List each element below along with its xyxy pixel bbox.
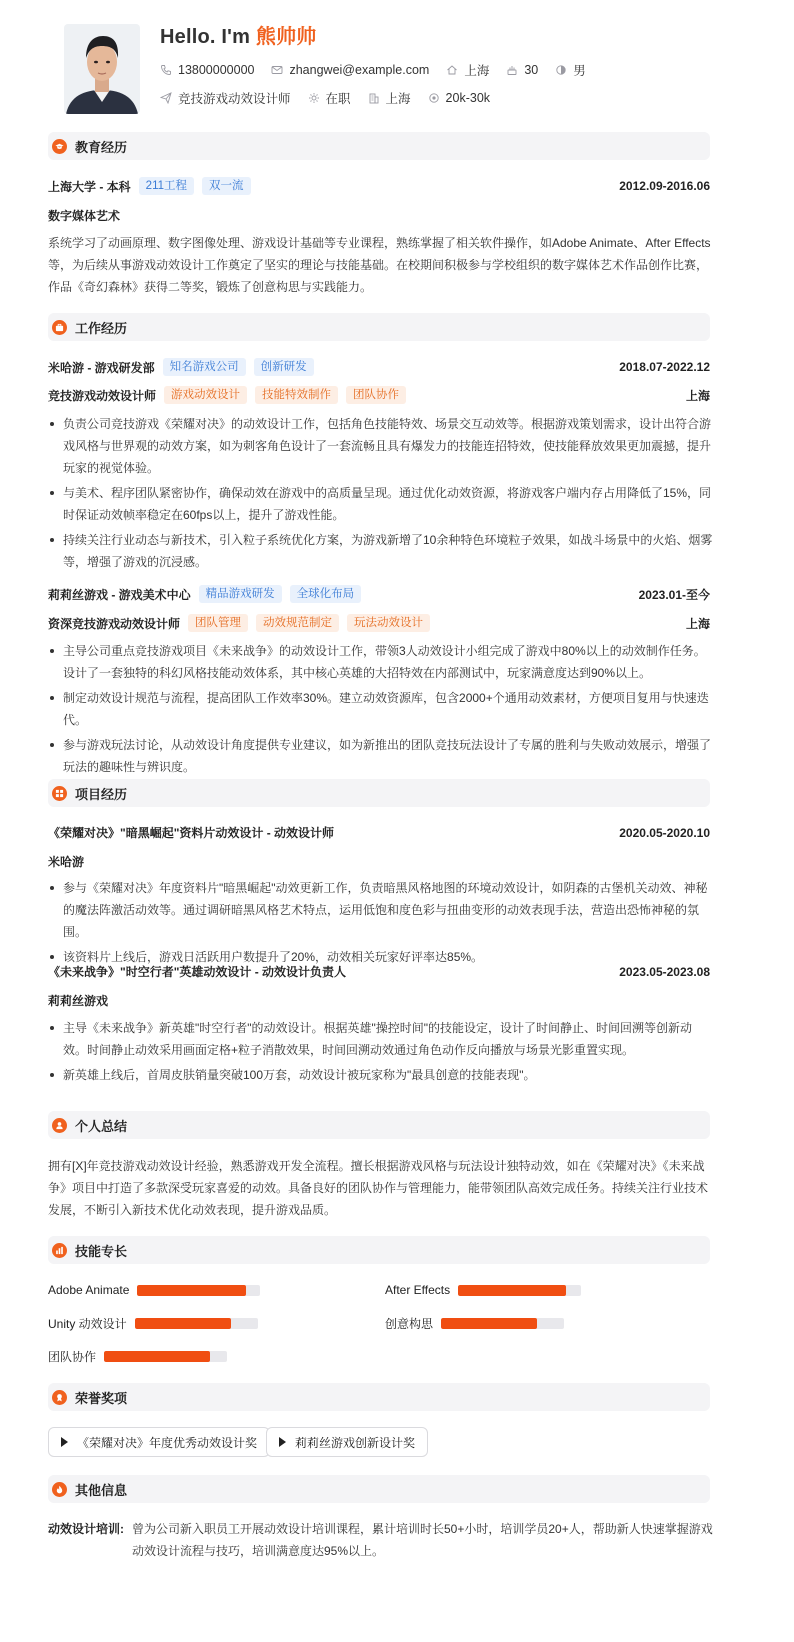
skill-name: Adobe Animate	[48, 1283, 130, 1297]
work-bullets	[48, 413, 714, 576]
list-item: 主导公司重点竞技游戏项目《未来战争》的动效设计工作，带领3人动效设计小组完成了游戏中80%以上的动效制作任务。设计了一套独特的科幻风格技能动效体系，其中核心英雄的大招特效在内部测试中，玩家满意度达到90%以上。	[48, 640, 714, 684]
award-badge	[48, 1427, 270, 1457]
user-icon	[52, 1118, 67, 1133]
age-info	[506, 63, 538, 77]
project-date: 2020.05-2020.10	[619, 825, 710, 840]
chart-icon	[52, 1243, 67, 1258]
project-name: 《荣耀对决》"暗黑崛起"资料片动效设计 - 动效设计师	[48, 826, 335, 840]
other-info-key: 动效设计培训:	[48, 1522, 124, 1536]
email-info	[271, 63, 429, 77]
skill-bar-fill	[441, 1318, 537, 1329]
company-tag: 精品游戏研发	[199, 585, 282, 603]
skill-bar	[137, 1285, 260, 1296]
phone-icon	[160, 64, 172, 76]
position-info	[160, 89, 291, 107]
gender-info	[555, 61, 586, 79]
company-tag: 知名游戏公司	[163, 358, 246, 376]
project-date: 2023.05-2023.08	[619, 964, 710, 979]
list-item: 参与《荣耀对决》年度资料片"暗黑崛起"动效更新工作，负责暗黑风格地图的环境动效设计，如阴森的古堡机关动效、神秘的魔法阵激活动效等。通过调研暗黑风格艺术特点，运用低饱和度色彩与扭曲变形的动效表现手法，营造出恐怖神秘的氛围。	[48, 877, 714, 943]
school-tag: 211工程	[139, 177, 194, 195]
status-text: 在职	[325, 92, 351, 106]
city-text: 上海	[385, 92, 411, 106]
section-other-header	[48, 1475, 710, 1503]
list-item: 主导《未来战争》新英雄"时空行者"的动效设计。根据英雄"操控时间"的技能设定，设计了时间静止、时间回溯等创新动效。时间静止动效采用画面定格+粒子消散效果，时间回溯动效通过角色动作反向播放与场景光影重置实现。	[48, 1017, 714, 1061]
section-skills-header	[48, 1236, 710, 1264]
section-summary-header	[48, 1111, 710, 1139]
project-name: 《未来战争》"时空行者"英雄动效设计 - 动效设计负责人	[48, 965, 347, 979]
job-tag: 动效规范制定	[256, 614, 339, 632]
job-tag: 技能特效制作	[255, 386, 338, 404]
section-title: 荣誉奖项	[75, 1390, 128, 1406]
email-address: zhangwei@example.com	[289, 63, 430, 77]
skill-bar-fill	[458, 1285, 566, 1296]
work-company-row	[48, 585, 710, 603]
play-icon	[61, 1437, 68, 1447]
company-name: 莉莉丝游戏 - 游戏美术中心	[48, 587, 191, 602]
job-tag: 团队管理	[188, 614, 248, 632]
list-item: 该资料片上线后，游戏日活跃用户数提升了20%，动效相关玩家好评率达85%。	[48, 946, 714, 968]
section-title: 个人总结	[75, 1118, 128, 1134]
age-text: 30	[524, 63, 539, 77]
skill-bar-fill	[135, 1318, 231, 1329]
skill-bar-fill	[137, 1285, 245, 1296]
section-title: 其他信息	[75, 1482, 128, 1498]
skill-name: 团队协作	[48, 1350, 97, 1364]
city-info	[368, 89, 411, 107]
school-tag: 双一流	[202, 177, 251, 195]
education-date: 2012.09-2016.06	[619, 179, 710, 193]
section-title: 教育经历	[75, 139, 128, 155]
skill-bar	[135, 1318, 258, 1329]
section-honors-header	[48, 1383, 710, 1411]
school-name: 上海大学 - 本科	[48, 179, 131, 194]
section-work-header	[48, 313, 710, 341]
play-icon	[279, 1437, 286, 1447]
work-company-row	[48, 358, 710, 376]
company-name: 米哈游 - 游戏研发部	[48, 360, 155, 375]
greeting-prefix: Hello. I'm	[160, 26, 256, 48]
company-tag: 全球化布局	[290, 585, 362, 603]
work-location: 上海	[685, 616, 710, 631]
skill-item	[48, 1348, 227, 1365]
award-name: 《荣耀对决》年度优秀动效设计奖	[77, 1435, 258, 1450]
project-row	[48, 824, 710, 841]
skill-bar	[104, 1351, 227, 1362]
skill-item	[48, 1315, 258, 1332]
list-item: 负责公司竞技游戏《荣耀对决》的动效设计工作，包括角色技能特效、场景交互动效等。根据游戏策划需求，设计出符合游戏风格与世界观的动效方案，如为刺客角色设计了一套流畅且具有爆发力的技能连招特效，使技能释放效果更加震撼，提升玩家的视觉体验。	[48, 413, 714, 479]
work-title-row	[48, 614, 710, 632]
section-title: 技能专长	[75, 1243, 128, 1259]
project-company: 莉莉丝游戏	[48, 994, 109, 1008]
list-item: 与美术、程序团队紧密协作，确保动效在游戏中的高质量呈现。通过优化动效资源，将游戏客户端内存占用降低了15%，同时保证动效帧率稳定在60fps以上，提升了游戏性能。	[48, 482, 714, 526]
resume-header	[48, 0, 746, 128]
contact-row	[160, 61, 603, 79]
avatar	[64, 24, 140, 114]
skill-bar-fill	[104, 1351, 210, 1362]
gender-text: 男	[573, 64, 586, 78]
section-projects-header	[48, 779, 710, 807]
work-bullets	[48, 640, 714, 781]
other-info-row	[48, 1518, 714, 1562]
summary-text: 拥有[X]年竞技游戏动效设计经验，熟悉游戏开发全流程。擅长根据游戏风格与玩法设计独特动效，如在《荣耀对决》《未来战争》项目中打造了多款深受玩家喜爱的动效。具备良好的团队协作与管理能力，能带领团队高效完成任务。持续关注行业技术发展，不断引入新技术优化动效表现，提升游戏品质。	[48, 1159, 709, 1217]
skill-name: Unity 动效设计	[48, 1317, 127, 1331]
send-icon	[160, 92, 172, 104]
section-title: 项目经历	[75, 786, 128, 802]
list-item: 制定动效设计规范与流程，提高团队工作效率30%。建立动效资源库，包含2000+个通用动效素材，方便项目复用与快速迭代。	[48, 687, 714, 731]
mail-icon	[271, 64, 283, 76]
section-education-header	[48, 132, 710, 160]
job-title: 竞技游戏动效设计师	[48, 388, 157, 403]
job-intent-row	[160, 89, 507, 107]
education-description: 系统学习了动画原理、数字图像处理、游戏设计基础等专业课程，熟练掌握了相关软件操作，如Adobe Animate、After Effects等，为后续从事游戏动效设计工作奠定了坚实的理论与技能基础。在校期间积极参与学校组织的数字媒体艺术作品创作比赛，作品《奇幻森林》获得二等奖，锻炼了创意构思与实践能力。	[48, 236, 711, 294]
phone-info	[160, 63, 254, 77]
job-title: 资深竞技游戏动效设计师	[48, 616, 181, 631]
location-info	[446, 61, 489, 79]
project-row	[48, 963, 710, 980]
skill-item	[385, 1315, 564, 1332]
candidate-name: 熊帅帅	[255, 26, 317, 48]
project-bullets	[48, 1017, 714, 1089]
location-text: 上海	[464, 64, 490, 78]
education-row	[48, 177, 710, 195]
other-info-value: 曾为公司新入职员工开展动效设计培训课程，累计培训时长50+小时，培训学员20+人，帮助新人快速掌握游戏动效设计流程与技巧，培训满意度达95%以上。	[132, 1522, 713, 1558]
award-icon	[52, 1390, 67, 1405]
skill-name: 创意构思	[385, 1317, 434, 1331]
award-name: 莉莉丝游戏创新设计奖	[295, 1435, 416, 1450]
skill-name: After Effects	[385, 1283, 451, 1297]
gear-icon	[308, 92, 320, 104]
skill-bar	[458, 1285, 581, 1296]
work-date: 2018.07-2022.12	[619, 360, 710, 374]
section-title: 工作经历	[75, 320, 128, 336]
gender-icon	[555, 64, 567, 76]
briefcase-icon	[52, 320, 67, 335]
skill-item	[385, 1283, 581, 1297]
work-title-row	[48, 386, 710, 404]
skill-bar	[441, 1318, 564, 1329]
position-text: 竞技游戏动效设计师	[178, 92, 291, 106]
salary-text: 20k-30k	[445, 91, 491, 105]
company-tag: 创新研发	[254, 358, 314, 376]
graduation-cap-icon	[52, 139, 67, 154]
list-item: 持续关注行业动态与新技术，引入粒子系统优化方案，为游戏新增了10余种特色环境粒子效果，如战斗场景中的火焰、烟雾等，增强了游戏的沉浸感。	[48, 529, 714, 573]
grid-icon	[52, 786, 67, 801]
major: 数字媒体艺术	[48, 209, 121, 223]
greeting-title	[160, 20, 316, 49]
building-icon	[368, 92, 380, 104]
project-bullets	[48, 877, 714, 971]
coin-icon	[428, 92, 440, 104]
project-company: 米哈游	[48, 855, 85, 869]
job-tag: 团队协作	[346, 386, 406, 404]
status-info	[308, 89, 351, 107]
salary-info	[428, 91, 490, 105]
skill-item	[48, 1283, 260, 1297]
job-tag: 游戏动效设计	[164, 386, 247, 404]
list-item: 新英雄上线后，首周皮肤销量突破100万套，动效设计被玩家称为"最具创意的技能表现"。	[48, 1064, 714, 1086]
list-item: 参与游戏玩法讨论，从动效设计角度提供专业建议，如为新推出的团队竞技玩法设计了专属的胜利与失败动效展示，增强了玩法的趣味性与辨识度。	[48, 734, 714, 778]
home-icon	[446, 64, 458, 76]
phone-number: 13800000000	[178, 63, 255, 77]
work-location: 上海	[685, 388, 710, 403]
work-date: 2023.01-至今	[638, 587, 710, 602]
cake-icon	[506, 64, 518, 76]
job-tag: 玩法动效设计	[347, 614, 430, 632]
flame-icon	[52, 1482, 67, 1497]
award-badge	[266, 1427, 428, 1457]
